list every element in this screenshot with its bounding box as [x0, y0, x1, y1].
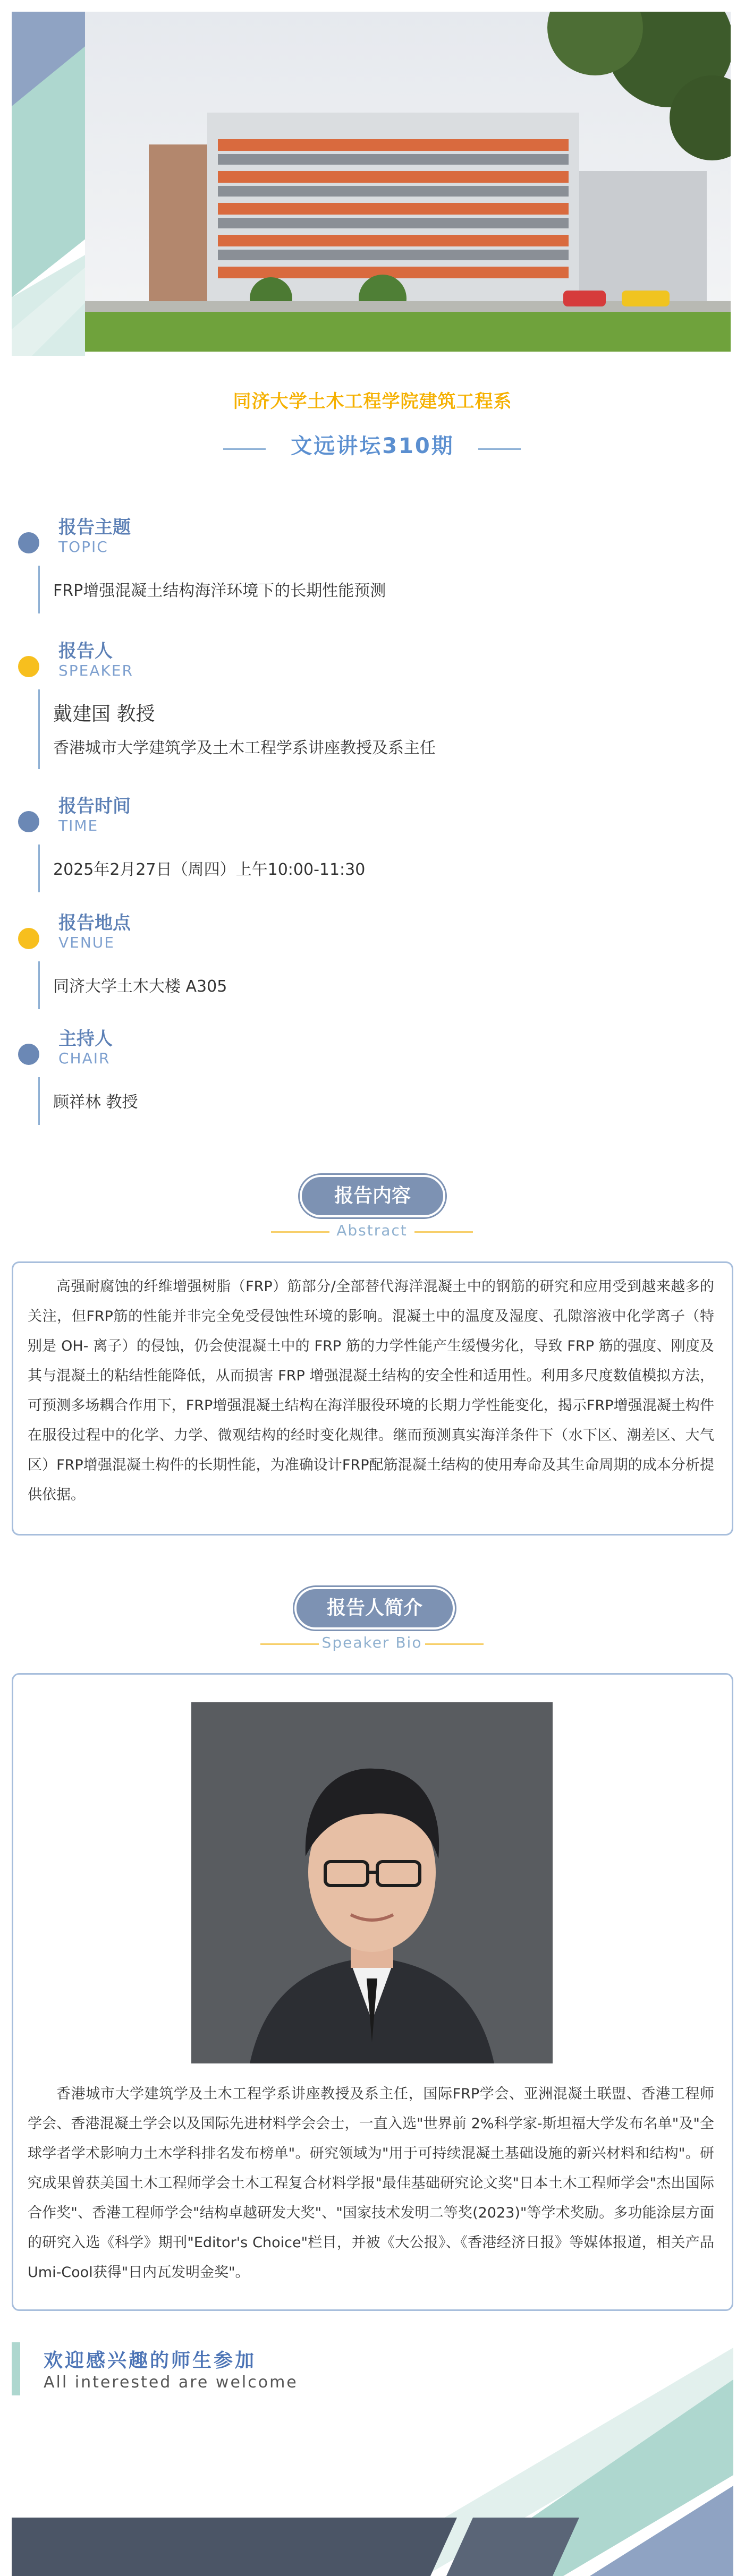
venue-label: 报告地点: [58, 912, 131, 934]
series-row: [0, 425, 745, 457]
info-speaker: [0, 636, 745, 769]
bio-text: 香港城市大学建筑学及土木工程学系讲座教授及系主任，国际FRP学会、亚洲混凝土联盟、香港工程师学会、香港混凝土学会以及国际先进材料学会会士，一直入选"世界前 2%科学家-斯坦福大学发布名单"及"全球学者学术影响力土木学科排名发布榜单"。研究领域为"用于可持续混凝土基础设施的新兴材料和结构"。研究成果曾获美国土木工程师学会土木工程复合材料学报"最佳基础研究论文奖"日本土木工程师学会"杰出国际合作奖"、香港工程师学会"结构卓越研发大奖"、"国家技术发明二等奖(2023)"等学术奖励。多功能涂层方面的研究入选《科学》期刊"Editor's Choice"栏目，并被《大公报》、《香港经济日报》等媒体报道，相关产品Umi-Cool获得"日内瓦发明金奖"。: [28, 2086, 714, 2281]
bio-subtitle: Speaker Bio: [321, 1634, 422, 1651]
welcome-text: 欢迎感兴趣的师生参加: [44, 2350, 257, 2372]
department-title: 同济大学土木工程学院建筑工程系: [233, 391, 512, 412]
chair-label-en: CHAIR: [58, 1050, 111, 1067]
chair-dot-icon: [18, 1044, 39, 1065]
bio-title: 报告人简介: [294, 1587, 455, 1630]
info-venue: [0, 908, 745, 1014]
venue-label-en: VENUE: [58, 934, 115, 951]
series-title: 文远讲坛310期: [291, 434, 454, 458]
venue-value: 同济大学土木大楼 A305: [53, 977, 227, 996]
topic-dot-icon: [18, 532, 39, 553]
abstract-text: 高强耐腐蚀的纤维增强树脂（FRP）筋部分/全部替代海洋混凝土中的钢筋的研究和应用受到越来越多的关注，但FRP筋的性能并非完全免受侵蚀性环境的影响。混凝土中的温度及湿度、孔隙溶液中化学离子（特别是 OH- 离子）的侵蚀，仍会使混凝土中的 FRP 筋的力学性能产生缓慢劣化，导致 FRP 筋的强度、刚度及其与混凝土的粘结性能降低，从而损害 FRP 增强混凝土结构的安全性和适用性。利用多尺度数值模拟方法，可预测多场耦合作用下，FRP增强混凝土结构在海洋服役环境的长期力学性能变化，揭示FRP增强混凝土构件在服役过程中的化学、力学、微观结构的经时变化规律。继而预测真实海洋条件下（水下区、潮差区、大气区）FRP增强混凝土构件的长期性能，为准确设计FRP配筋混凝土结构的使用寿命及其生命周期的成本分析提供依据。: [28, 1278, 714, 1503]
time-label-en: TIME: [58, 817, 99, 834]
speaker-portrait: [191, 1702, 553, 2063]
topic-label: 报告主题: [58, 517, 131, 538]
time-value: 2025年2月27日（周四）上午10:00-11:30: [53, 860, 366, 879]
time-dot-icon: [18, 811, 39, 832]
speaker-bar: [38, 689, 40, 769]
speaker-name: 戴建国 教授: [53, 703, 155, 725]
series-line-right: [478, 448, 521, 450]
chair-label: 主持人: [58, 1028, 113, 1050]
abstract-title: 报告内容: [300, 1175, 445, 1217]
campus-photo: [85, 12, 731, 352]
time-label: 报告时间: [58, 796, 131, 817]
speaker-label: 报告人: [58, 641, 113, 662]
chair-bar: [38, 1077, 40, 1125]
speaker-dot-icon: [18, 656, 39, 677]
speaker-photo-image: [191, 1702, 553, 2063]
chair-value: 顾祥林 教授: [53, 1093, 138, 1112]
campus-building-image: [85, 12, 731, 352]
info-chair: [0, 1024, 745, 1130]
topic-value: FRP增强混凝土结构海洋环境下的长期性能预测: [53, 582, 386, 600]
time-bar: [38, 845, 40, 892]
abstract-subtitle: Abstract: [336, 1222, 408, 1239]
speaker-label-en: SPEAKER: [58, 662, 134, 679]
welcome-text-en: All interested are welcome: [44, 2373, 298, 2392]
venue-dot-icon: [18, 928, 39, 949]
speaker-title: 香港城市大学建筑学及土木工程学系讲座教授及系主任: [53, 739, 436, 757]
info-time: [0, 791, 745, 898]
footer-decoration: [0, 2348, 745, 2576]
topic-label-en: TOPIC: [58, 538, 108, 556]
venue-bar: [38, 961, 40, 1009]
topic-bar: [38, 566, 40, 613]
info-topic: [0, 513, 745, 629]
bio-line-right: [425, 1643, 484, 1645]
abstract-line-right: [414, 1231, 473, 1233]
